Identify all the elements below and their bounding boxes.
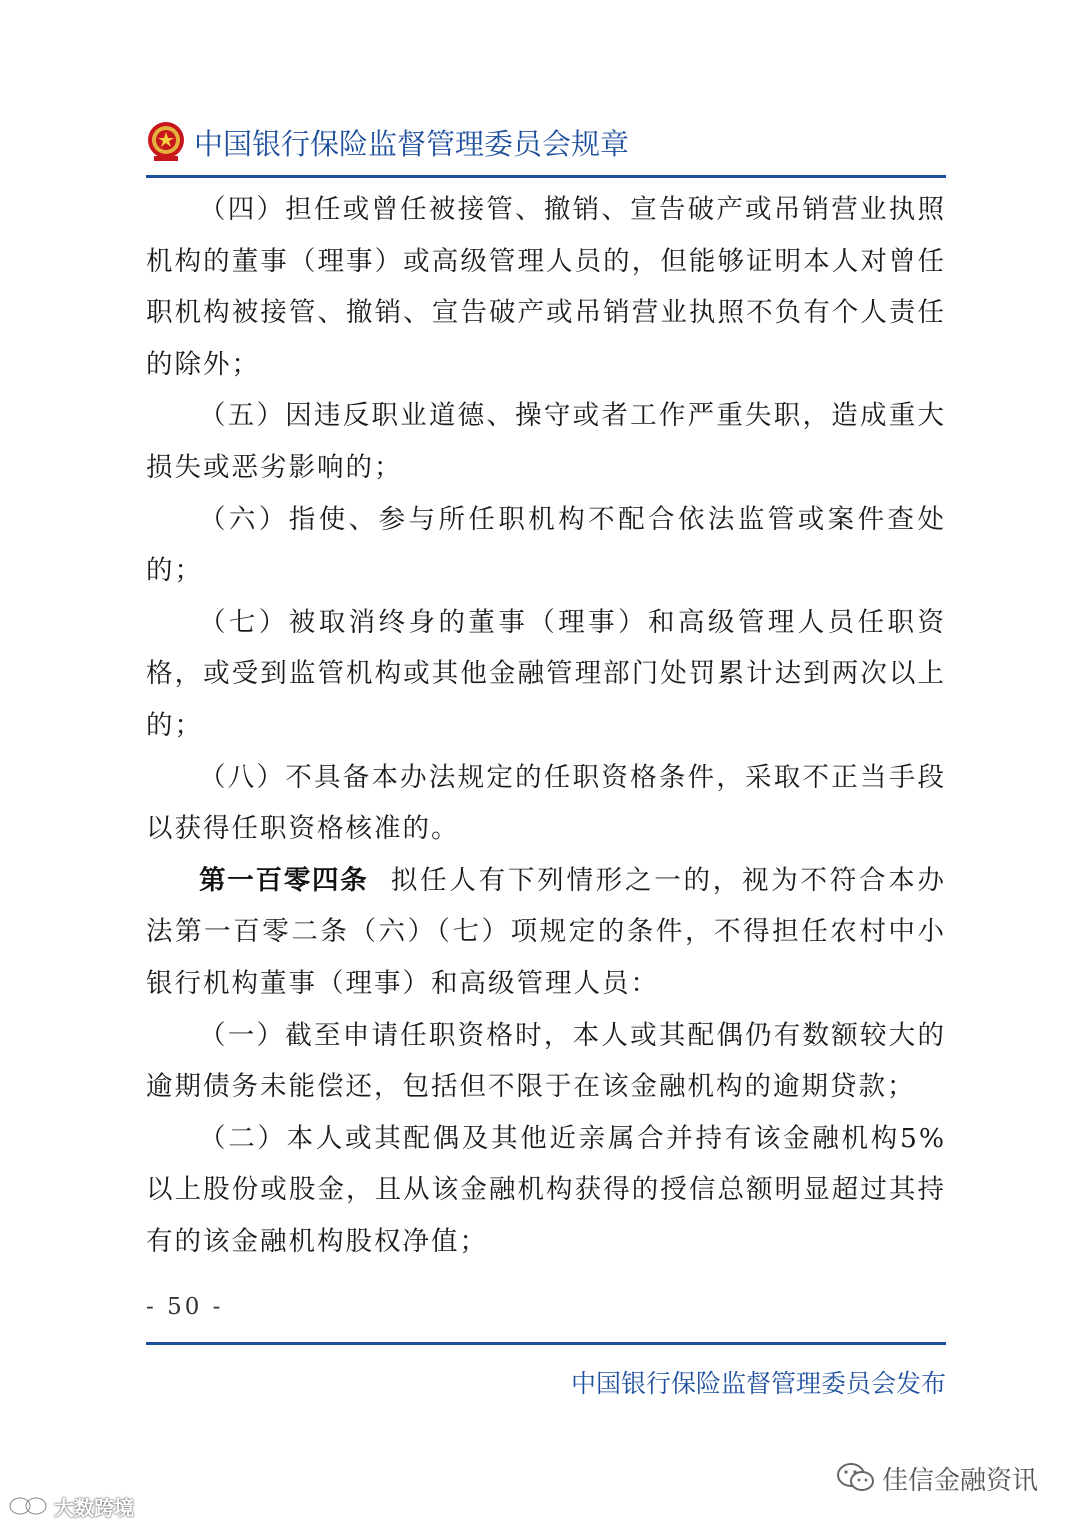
watermark-right-text: 佳信金融资讯 [882,1465,1039,1496]
watermark-left-text: 大数跨境 [54,1495,134,1520]
watermark-left [6,1490,134,1522]
article-paragraph [146,855,946,1010]
article-text: 拟任人有下列情形之一的，视为不符合本办法第一百零二条（六）（七）项规定的条件，不得担任农村中小银行机构董事（理事）和高级管理人员： [146,864,947,999]
footer-divider [146,1342,946,1345]
page-number: - 50 - [146,1294,224,1320]
paragraph: （一）截至申请任职资格时，本人或其配偶仍有数额较大的逾期债务未能偿还，包括但不限于在该金融机构的逾期贷款； [146,1019,946,1103]
national-emblem-icon [146,120,186,164]
paragraph: （八）不具备本办法规定的任职资格条件，采取不正当手段以获得任职资格核准的。 [146,761,946,845]
paragraph: （五）因违反职业道德、操守或者工作严重失职，造成重大损失或恶劣影响的； [146,400,946,483]
watermark-right [836,1456,1038,1500]
wechat-icon [836,1461,876,1495]
paragraph: （七）被取消终身的董事（理事）和高级管理人员任职资格，或受到监管机构或其他金融管理部门处罚累计达到两次以上的； [146,606,946,741]
header-divider [146,175,946,178]
header-title: 中国银行保险监督管理委员会规章 [194,126,630,161]
publisher-label: 中国银行保险监督管理委员会发布 [570,1369,946,1398]
page-header [146,112,946,172]
paragraph: （二）本人或其配偶及其他近亲属合并持有该金融机构5%以上股份或股金，且从该金融机构获得的授信总额明显超过其持有的该金融机构股权净值； [146,1122,946,1257]
logo-icon [6,1494,50,1518]
document-body [146,184,946,1267]
article-title: 第一百零四条 [199,864,369,896]
paragraph: （四）担任或曾任被接管、撤销、宣告破产或吊销营业执照机构的董事（理事）或高级管理人员的，但能够证明本人对曾任职机构被接管、撤销、宣告破产或吊销营业执照不负有个人责任的除外； [146,194,946,380]
paragraph: （六）指使、参与所任职机构不配合依法监管或案件查处的； [146,503,946,587]
